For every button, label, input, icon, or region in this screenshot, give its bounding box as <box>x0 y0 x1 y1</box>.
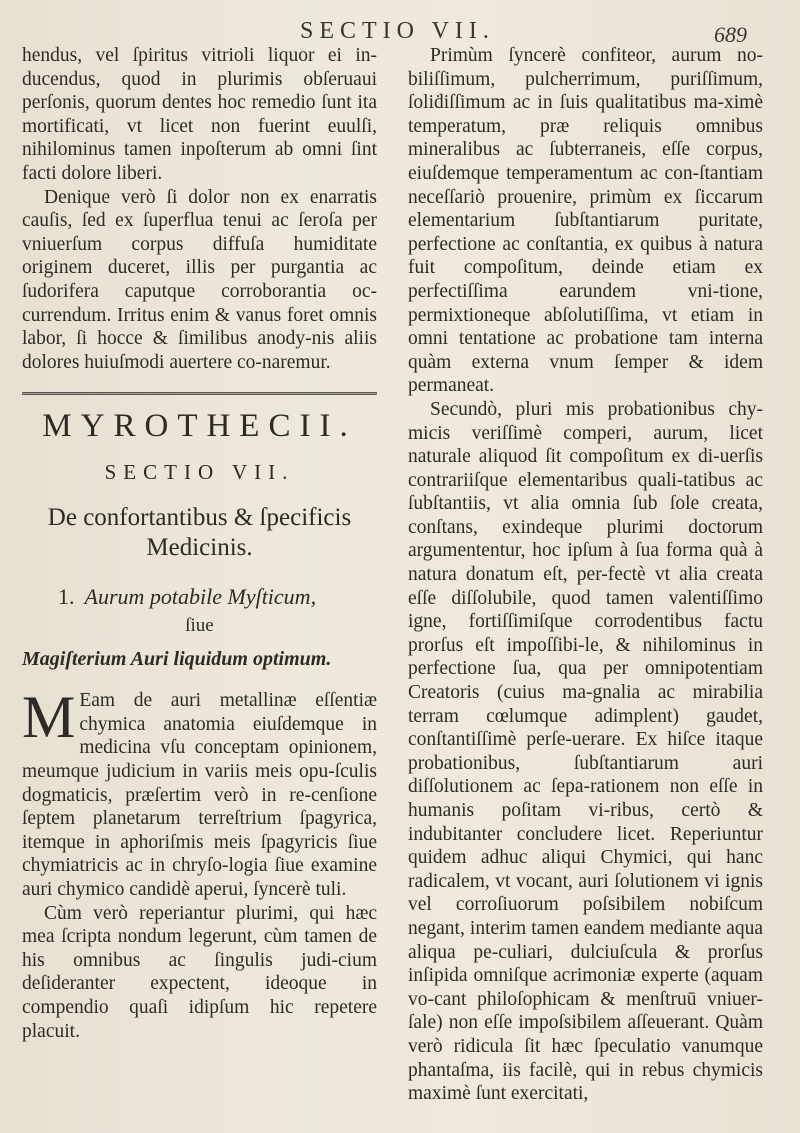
page-number: 689 <box>714 22 747 47</box>
right-column <box>408 44 763 1106</box>
section-subheading: SECTIO VII. <box>104 459 295 484</box>
section-divider <box>22 392 377 395</box>
drop-cap: M <box>22 684 76 751</box>
article-title: Aurum potabile Myſticum, <box>84 583 317 609</box>
paragraph <box>22 684 377 901</box>
running-head: SECTIO VII. <box>300 18 495 44</box>
article-conjunction: ſiue <box>185 615 214 637</box>
paragraph: Secundò, pluri mis probationibus chy-micis veriſſimè comperi, aurum, licet naturale aliquod ſit compoſitum ex di-uerſis contrariiſque elementaribus quali-tatibus ac ſubſtantiis, vt alia omnia ſub ſole creata, conſtans, exindeque plurimi doctorum argumententur, hoc ipſum à ſua forma quà à natura donatum eſt, per-fectè vt alia creata eſſe diſſolubile, quod tamen valentiſſimo igne, fortiſſimiſque corrodentibus factu prorſus eſt impoſſibi-le, & nihilominus in perfectione ſua, qua per omnipotentiam Creatoris (cuius ma-gnalia ac mirabilia terram cœlumque adimplent) gaudet, conſtantiſſimè perſe-uerare. Ex hiſce itaque probationibus, ſubſtantiarum auri diſſolutionem ac ſepa-rationem non eſſe in humanis poſitam vi-ribus, certò & indubitanter concludere licet. Reperiuntur quidem adhuc aliqui Chymici, qui hanc radicalem, vt vocant, auri ſolutionem vi ignis vel corroſiuorum poſsibilem nobiſcum negant, interim tamen eandem mediante aqua aliqua pe-culiari, dulciuſcula & prorſus inſipida omniſque acrimoniæ experte (aquam vo-cant philoſophicam & menſtruū vniuer-ſale) non eſſe impoſsibilem aſſeuerant. Quàm verò ridicula ſit hæc ſpeculatio vanumque phantaſma, iis facilè, qui in rebus chymicis maximè ſunt exercitati, <box>408 398 763 1105</box>
section-heading: MYROTHECII. <box>42 408 357 445</box>
left-column <box>22 44 377 1043</box>
article-alt-title: Magiſterium Auri liquidum optimum. <box>22 647 332 670</box>
paragraph: Primùm ſyncerè confiteor, aurum no-biliſſimum, pulcherrimum, puriſſimum, ſoliḋiſſimum ac in ſuis qualitatibus ma-ximè temperatum, præ reliquis omnibus mineralibus ac ſubterraneis, eſſe corpus, eiuſdemque temperamentum ac con-ſtantiam neceſſariò prouenire, primùm ex ſiccarum elementarium ſubſtantiarum puritate, perfectione ac conſtantia, ex quibus à natura fuit compoſitum, deinde etiam ex perfectiſſima earundem vni-tione, permixtioneque abſolutiſſima, vt etiam in omni tentatione ac probatione tam interna quàm externa vnum ſemper & idem permaneat. <box>408 45 763 397</box>
section-title: De confortantibus & ſpecificis Medicinis. <box>47 503 352 561</box>
article-heading <box>22 585 377 609</box>
paragraph: Denique verò ſi dolor non ex enarratis cauſis, ſed ex ſuperflua tenui ac ſeroſa per vniuerſum corpus diffuſa humiditate originem duceret, illis per purgantia ac ſudorifera caputque corroborantia oc-currendum. Irritus enim & vanus foret omnis labor, ſi hocce & ſimilibus anody-nis aliis dolores huiuſmodi auertere co-naremur. <box>22 186 377 373</box>
article-number: 1. <box>58 583 75 609</box>
paragraph: Cùm verò reperiantur plurimi, qui hæc mea ſcripta nondum legerunt, cùm tamen de his omnibus ac ſingulis judi-cium deſideranter expectent, ideoque in compendio quaſi idipſum hic repetere placuit. <box>22 902 377 1042</box>
paragraph: hendus, vel ſpiritus vitrioli liquor ei in-ducendus, quod in plurimis obſeruaui perſonis, quorum dentes hoc remedio ſunt ita mortificati, vt licet non fuerint euulſi, nihilominus tamen inpoſterum ab omni ſint facti dolore liberi. <box>22 45 377 184</box>
paragraph-text: Eam de auri metallinæ eſſentiæ chymica anatomia eiuſdemque in medicina vſu conceptam opinionem, meumque judicium in variis meis opu-ſculis dogmaticis, præſertim verò in re-cenſione ſeptem planetarum terreſtrium ſpagyrica, itemque in aphoriſmis meis ſpagyricis ſiue chymiatricis ac in chryſo-logia ſiue examine auri chymico candidè aperui, ſyncerè tuli. <box>22 690 377 901</box>
